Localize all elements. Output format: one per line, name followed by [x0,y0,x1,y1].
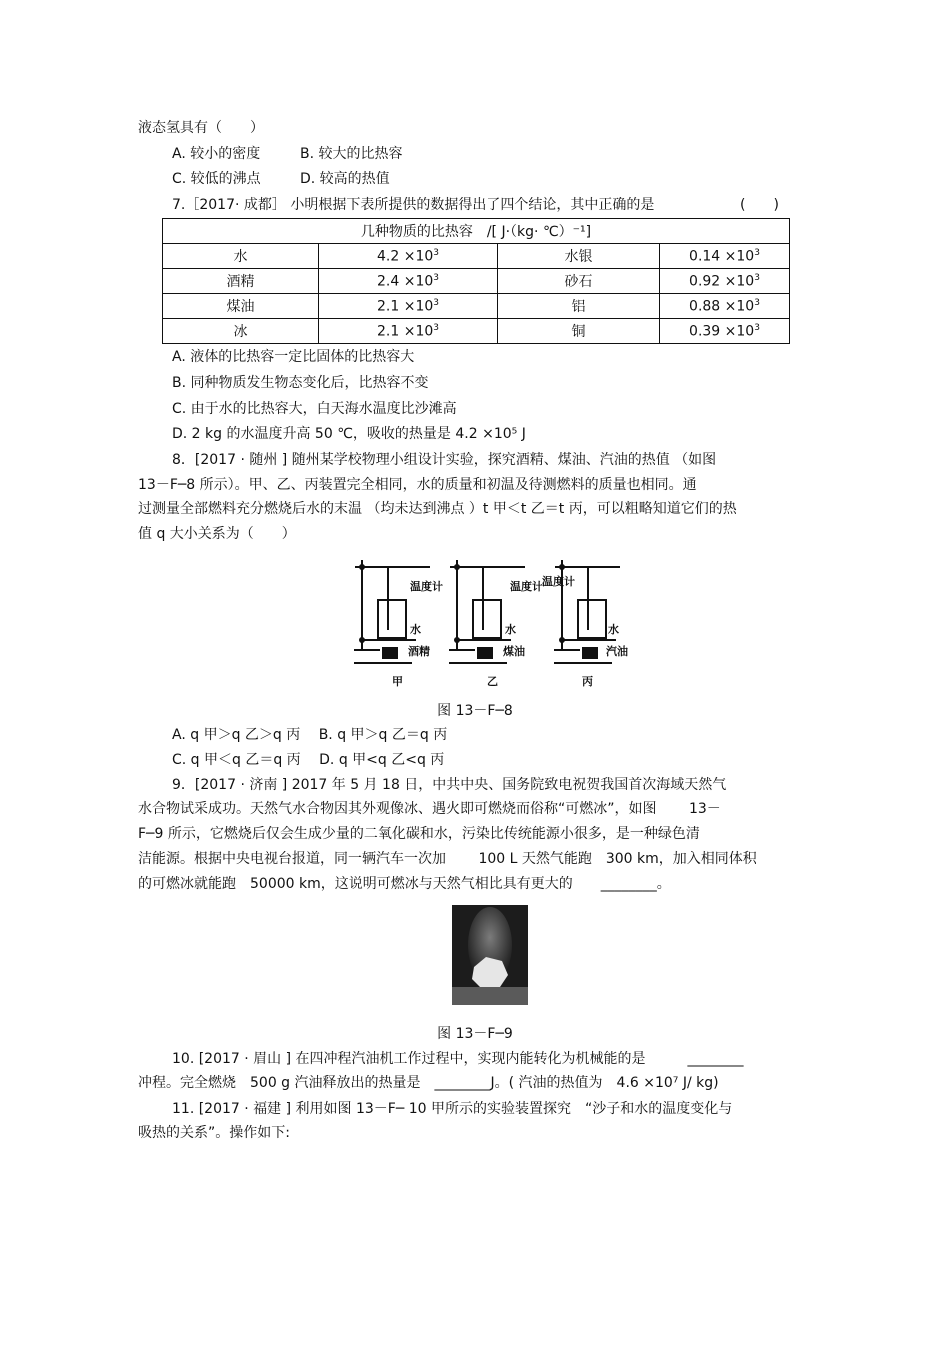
thermometer-label-1: 温度计 [410,580,443,593]
q6-option-c: C. 较低的沸点 [172,171,261,187]
water-label-1: 水 [410,623,421,636]
table-row [163,294,790,319]
q6-option-d: D. 较高的热值 [300,171,390,187]
table-cell: 铝 [498,294,660,319]
q9-line2: 水合物试采成功。天然气水合物因其外观像冰、遇火即可燃烧而俗称“可燃冰”，如图 13－ [138,801,721,817]
q9-line1: 9．[2017 · 济南 ] 2017 年 5 月 18 日，中共中央、国务院致电祝贺我国首次海域天然气 [172,777,727,793]
q6-option-b: B. 较大的比热容 [300,146,403,162]
thermometer-label-2: 温度计 [510,580,543,593]
fuel-label-gasoline: 汽油 [606,645,628,658]
setup-label-bing: 丙 [582,675,593,688]
table-cell: $0.14 \times 10^3$ [660,244,790,269]
water-label-2: 水 [505,623,516,636]
q9-line4: 洁能源。根据中央电视台报道，同一辆汽车一次加 100 L 天然气能跑 300 km，加入相同体积 [138,851,757,867]
q10-line1: 10. [2017 · 眉山 ] 在四冲程汽油机工作过程中，实现内能转化为机械能的是 ________ [172,1051,744,1067]
table-cell: $2.1 \times 10^3$ [319,319,498,344]
q8-line4: 值 q 大小关系为（ ） [138,526,296,542]
fuel-heating-apparatus-figure [350,555,630,690]
thermometer-label-3: 温度计 [542,575,575,588]
q6-option-a: A. 较小的密度 [172,146,261,162]
q7-option-a: A. 液体的比热容一定比固体的比热容大 [172,349,415,365]
table-cell: 铜 [498,319,660,344]
table-row [163,269,790,294]
q6-intro: 液态氢具有（ ） [138,120,264,136]
q8-line3: 过测量全部燃料充分燃烧后水的末温 （均未达到沸点 ）t 甲＜t 乙＝t 丙，可以粗略知道它们的热 [138,501,737,517]
q10-line2: 冲程。完全燃烧 500 g 汽油释放出的热量是 ________J。( 汽油的热值为 4.6 ×10⁷ J/ kg) [138,1075,719,1091]
q11-line2: 吸热的关系”。操作如下: [138,1125,290,1141]
q7-option-b: B. 同种物质发生物态变化后，比热容不变 [172,375,429,391]
fuel-label-alcohol: 酒精 [408,645,430,658]
q8-options-cd: C. q 甲＜q 乙＝q 丙 D. q 甲<q 乙<q 丙 [172,752,445,768]
table-cell: $0.92 \times 10^3$ [660,269,790,294]
table-cell: 酒精 [163,269,319,294]
q8-options-ab: A. q 甲＞q 乙＞q 丙 B. q 甲＞q 乙＝q 丙 [172,727,448,743]
q7-option-c: C. 由于水的比热容大，白天海水温度比沙滩高 [172,401,457,417]
figure-caption-13-f-8: 图 13－F─8 [437,703,513,719]
q7-option-d: D. 2 kg 的水温度升高 50 ℃，吸收的热量是 4.2 ×10⁵ J [172,426,526,442]
table-cell: 水银 [498,244,660,269]
q9-line3: F─9 所示，它燃烧后仅会生成少量的二氧化碳和水，污染比传统能源小很多，是一种绿色清 [138,826,700,842]
setup-label-jia: 甲 [392,675,403,688]
q9-line5: 的可燃冰就能跑 50000 km，这说明可燃冰与天然气相比具有更大的 ________。 [138,876,671,892]
table-cell: 砂石 [498,269,660,294]
table-title: 几种物质的比热容 /[ J·（kg· ℃）⁻¹] [163,219,790,244]
table-cell: $2.1 \times 10^3$ [319,294,498,319]
table-cell: 冰 [163,319,319,344]
burning-combustible-ice-photo [452,905,528,1005]
table-cell: $2.4 \times 10^3$ [319,269,498,294]
q11-line1: 11. [2017 · 福建 ] 利用如图 13－F─ 10 甲所示的实验装置探究 “沙子和水的温度变化与 [172,1101,733,1117]
figure-caption-13-f-9: 图 13－F─9 [437,1026,513,1042]
table-row [163,319,790,344]
table-cell: $0.39 \times 10^3$ [660,319,790,344]
fuel-label-kerosene: 煤油 [503,645,525,658]
table-cell: $4.2 \times 10^3$ [319,244,498,269]
setup-label-yi: 乙 [487,675,498,688]
water-label-3: 水 [608,623,619,636]
q7-stem: 7.［2017· 成都］ 小明根据下表所提供的数据得出了四个结论，其中正确的是 [172,197,655,213]
table-cell: 煤油 [163,294,319,319]
q7-answer-paren: ( ) [740,197,779,213]
q8-line1: 8．[2017 · 随州 ] 随州某学校物理小组设计实验，探究酒精、煤油、汽油的热值 （如图 [172,452,717,468]
q8-line2: 13－F─8 所示）。甲、乙、丙装置完全相同，水的质量和初温及待测燃料的质量也相同。通 [138,477,697,493]
table-cell: $0.88 \times 10^3$ [660,294,790,319]
table-cell: 水 [163,244,319,269]
table-row [163,244,790,269]
specific-heat-table [162,218,790,344]
